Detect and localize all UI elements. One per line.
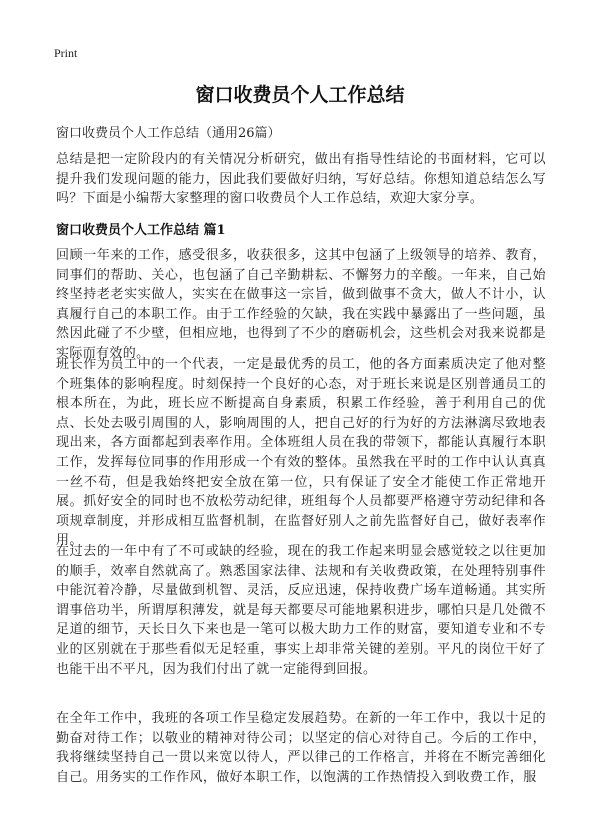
body-paragraph-4: 在全年工作中，我班的各项工作呈稳定发展趋势。在新的一年工作中，我以十足的勤奋对待工作；以敬业的精神对待公司；以坚定的信心对待自己。今后的工作中，我将继续坚持自己一贯以来宽以待人，严以律己的工作格言，并将在不断完善细化自己。用务实的工作作风，做好本职工作，以饱满的工作热情投入到收费工作，服 <box>56 711 546 785</box>
print-link[interactable]: Print <box>54 46 78 60</box>
body-paragraph-1: 回顾一年来的工作，感受很多，收获很多，这其中包涵了上级领导的培养、教育，同事们的帮助、关心，也包涵了自己辛勤耕耘、不懈努力的辛酸。一年来，自己始终坚持老老实实做人，实实在在做事这一宗旨，做到做事不贪大，做人不计小，认真履行自己的本职工作。由于工作经验的欠缺，我在实践中暴露出了一些问题，虽然因此碰了不少壁，但相应地，也得到了不少的磨砺机会，这些机会对我来说都是实际而有效的。 <box>56 248 546 361</box>
section-heading: 窗口收费员个人工作总结 篇1 <box>56 223 226 238</box>
intro-paragraph: 总结是把一定阶段内的有关情况分析研究，做出有指导性结论的书面材料，它可以提升我们发现问题的能力，因此我们要做好归纳，写好总结。你想知道总结怎么写吗？下面是小编帮大家整理的窗口收费员个人工作总结，欢迎大家分享。 <box>56 152 546 207</box>
page-title: 窗口收费员个人工作总结 <box>195 84 405 106</box>
body-paragraph-2: 班长作为员工中的一个代表，一定是最优秀的员工，他的各方面素质决定了他对整个班集体的影响程度。时刻保持一个良好的心态，对于班长来说是区别普通员工的根本所在，为此，班长应不断提高自身素质，积累工作经验，善于利用自己的优点、长处去吸引周围的人，影响周围的人，把自己好的行为好的方法淋漓尽致地表现出来，各方面都起到表率作用。全体班组人员在我的带领下，都能认真履行本职工作，发挥每位同事的作用形成一个有效的整体。虽然我在平时的工作中认认真真一丝不苟，但是我始终把安全放在第一位，只有保证了安全才能使工作正常地开展。抓好安全的同时也不放松劳动纪律，班组每个人员都要严格遵守劳动纪律和各项规章制度，并形成相互监督机制，在监督好别人之前先监督好自己，做好表率作用。 <box>56 357 546 549</box>
document-subtitle: 窗口收费员个人工作总结（通用26篇） <box>56 126 281 141</box>
body-paragraph-3: 在过去的一年中有了不可或缺的经验，现在的我工作起来明显会感觉较之以往更加的顺手，效率自然就高了。熟悉国家法律、法规和有关收费政策，在处理特别事件中能沉着冷静，尽量做到机智、灵活，反应迅速，保持收费广场车道畅通。其实所谓事倍功半，所谓厚积薄发，就是每天都要尽可能地累积进步，哪怕只是几处微不足道的细节，天长日久下来也是一笔可以极大助力工作的财富，要知道专业和不专业的区别就在于那些看似无足轻重，事实上却非常关键的差别。平凡的岗位干好了也能干出不平凡，因为我们付出了就一定能得到回报。 <box>56 544 546 677</box>
